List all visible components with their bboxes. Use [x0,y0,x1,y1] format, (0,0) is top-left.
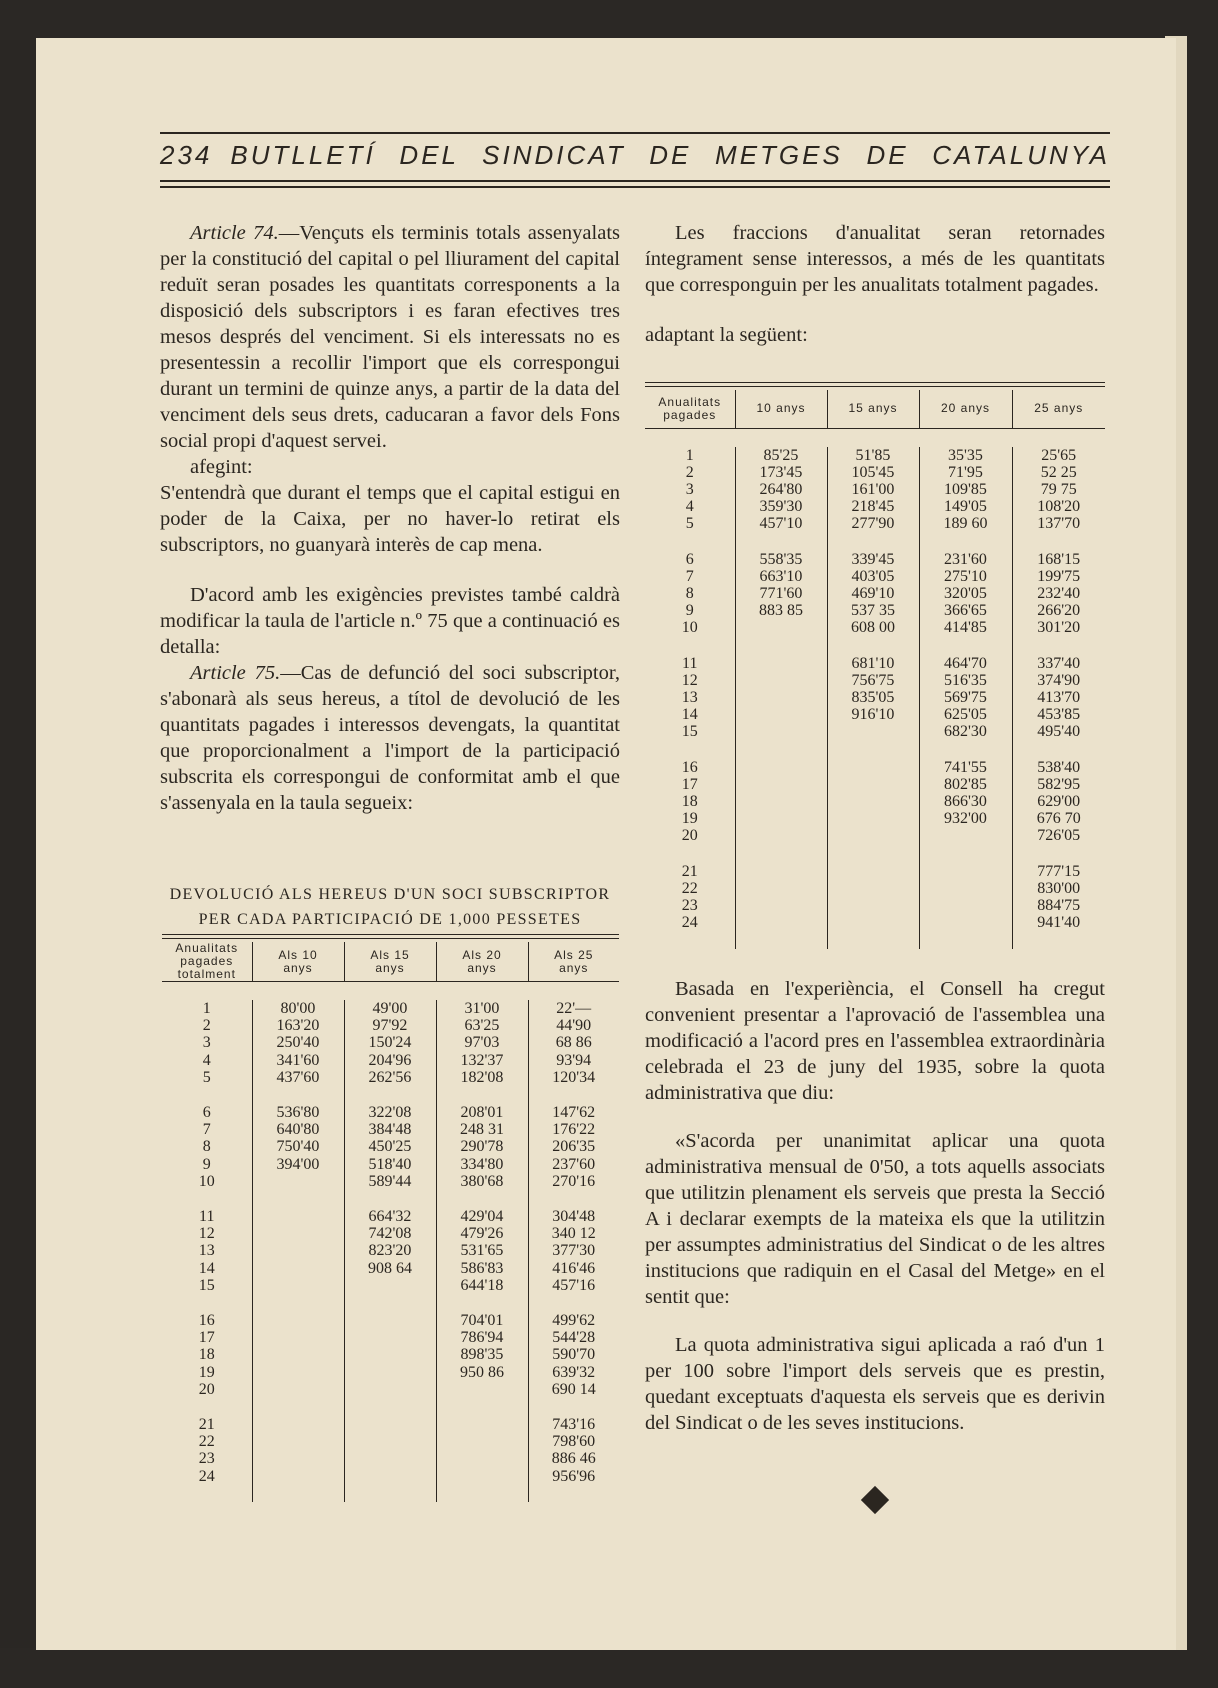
table1-caption-line1: DEVOLUCIÓ ALS HEREUS D'UN SOCI SUBSCRIPTOR [169,886,611,903]
table1-caption [160,882,620,932]
table-row [162,1312,619,1416]
value-cell: 80'00 163'20 250'40 341'60 437'60 [252,1000,344,1104]
caixa-paragraph: S'entendrà que durant el temps que el capital estigui en poder de la Caixa, per no haver-lo retirat els subscriptors, no guanyarà interès de cap mena. [160,482,620,556]
table-row [645,447,1105,551]
table-row [645,551,1105,655]
value-cell: 304'48 340 12 377'30 416'46 457'16 [528,1208,619,1312]
table2-header-10: 10 anys [735,390,827,428]
table2-header-15: 15 anys [827,390,919,428]
year-cell: 11 12 13 14 15 [198,1208,215,1294]
value-cell [252,1312,344,1416]
table2-header-rule [645,428,1105,447]
table1-rule-top-2 [162,938,619,939]
value-cell [735,655,827,759]
value-cell: 51'85 105'45 161'00 218'45 277'90 [827,447,919,551]
value-cell: 49'00 97'92 150'24 204'96 262'56 [344,1000,436,1104]
left-column [160,220,620,816]
value-cell: 777'15 830'00 884'75 941'40 [1012,863,1105,949]
value-cell: 429'04 479'26 531'65 586'83 644'18 [436,1208,528,1312]
value-cell: 704'01 786'94 898'35 950 86 [436,1312,528,1416]
right-column-top [645,220,1105,348]
year-cell: 16 17 18 19 20 [681,758,698,845]
table-row [645,759,1105,863]
value-cell: 536'80 640'80 750'40 394'00 [252,1104,344,1208]
value-cell [827,863,919,949]
table1-header-rule [162,982,619,1001]
value-cell: 743'16 798'60 886 46 956'96 [528,1416,619,1502]
value-cell: 499'62 544'28 590'70 639'32 690 14 [528,1312,619,1416]
value-cell [252,1208,344,1312]
journal-title: BUTLLETÍ DEL SINDICAT DE METGES DE CATALUNYA [230,140,1110,170]
table2-header-20: 20 anys [919,390,1012,428]
value-cell [735,759,827,863]
article-75 [160,660,620,816]
value-cell: 35'35 71'95 109'85 149'05 189 60 [919,447,1012,551]
table1-rule-top [162,934,619,935]
year-cell: 1 2 3 4 5 [685,446,694,533]
table1-header-25: Als 25 anys [528,942,619,982]
value-cell: 31'00 63'25 97'03 132'37 182'08 [436,1000,528,1104]
value-cell: 339'45 403'05 469'10 537 35 608 00 [827,551,919,655]
value-cell: 558'35 663'10 771'60 883 85 [735,551,827,655]
header-rule-top [160,132,1110,134]
value-cell: 168'15 199'75 232'40 266'20 301'20 [1012,551,1105,655]
value-cell: 464'70 516'35 569'75 625'05 682'30 [919,655,1012,759]
value-cell: 681'10 756'75 835'05 916'10 [827,655,919,759]
year-cell: 6 7 8 9 10 [681,550,698,637]
value-cell: 741'55 802'85 866'30 932'00 [919,759,1012,863]
article-74-text: —Vençuts els terminis totals assenyalats per la constitució del capital o pel lliurament del capital reduït seran posades les quantitats corresponents a la disposició dels subscriptors i es faran efectives tres mesos després del venciment. Si els interessats no es presentessin a recollir l'import que els correspongui durant un termini de quinze anys, a partir de la data del venciment dels seus drets, caducaran a favor dels Fons social propi d'aquest servei. [160,222,620,452]
table-row [162,1000,619,1104]
running-header [160,140,1110,171]
year-cell: 6 7 8 9 10 [198,1104,215,1190]
table1-header-20: Als 20 anys [436,942,528,982]
table2-rule-top [645,382,1105,383]
value-cell [344,1312,436,1416]
scan-background [0,0,1218,40]
value-cell: 322'08 384'48 450'25 518'40 589'44 [344,1104,436,1208]
acord-paragraph: D'acord amb les exigències previstes també caldrà modificar la taula de l'article n.º 75 que a continuació es detalla: [160,584,620,658]
table2-rule-top-2 [645,386,1105,387]
table1 [162,942,619,1502]
article-75-text: —Cas de defunció del soci subscriptor, s'abonarà als seus hereus, a títol de devolució de les quantitats pagades i interessos devengats, la quantitat que proporcionalment a l'import de la participació subscrita els correspongui de conformitat amb el que s'assenyala en la taula segueix: [160,662,620,814]
table-row [162,1208,619,1312]
basada-paragraph: Basada en l'experiència, el Consell ha cregut convenient presentar a l'aprovació de l'assemblea una modificació a l'acord pres en l'assemblea extraordinària celebrada el 23 de juny del 1935, sobre la quota administrativa que diu: [645,978,1105,1104]
table-row [645,863,1105,949]
page-number: 234 [160,140,213,170]
afegint: afegint: [190,456,253,478]
value-cell [344,1416,436,1502]
fraccions-paragraph: Les fraccions d'anualitat seran retornades íntegrament sense interessos, a més de les quantitats que corresponguin per les anualitats totalment pagades. [645,222,1105,296]
table1-header-15: Als 15 anys [344,942,436,982]
value-cell: 85'25 173'45 264'80 359'30 457'10 [735,447,827,551]
table-row [645,655,1105,759]
value-cell: 22'— 44'90 68 86 93'94 120'34 [528,1000,619,1104]
year-cell: 16 17 18 19 20 [198,1312,215,1398]
year-cell: 21 22 23 24 [681,862,698,932]
article-74-label: Article 74. [190,222,279,244]
table1-header-years: Anualitats pagades totalment [175,941,239,981]
table-row [162,1416,619,1502]
article-75-label: Article 75. [190,662,281,684]
article-74 [160,220,620,454]
table2-header-years: Anualitats pagades [658,394,722,422]
value-cell: 231'60 275'10 320'05 366'65 414'85 [919,551,1012,655]
table1-caption-line2: PER CADA PARTICIPACIÓ DE 1,000 PESSETES [198,911,582,928]
value-cell: 147'62 176'22 206'35 237'60 270'16 [528,1104,619,1208]
value-cell [436,1416,528,1502]
table2-header-25: 25 anys [1012,390,1105,428]
value-cell: 25'65 52 25 79 75 108'20 137'70 [1012,447,1105,551]
year-cell: 21 22 23 24 [198,1416,215,1485]
value-cell [919,863,1012,949]
table-row [162,1104,619,1208]
value-cell: 538'40 582'95 629'00 676 70 726'05 [1012,759,1105,863]
header-rule-bottom [160,180,1110,182]
table2 [645,390,1105,949]
value-cell: 208'01 248 31 290'78 334'80 380'68 [436,1104,528,1208]
value-cell [735,863,827,949]
acorda-paragraph: «S'acorda per unanimitat aplicar una quota administrativa mensual de 0'50, a tots aquells associats que utilitzin plenament els serveis que presta la Secció A i declarar exempts de la mateixa els que la utilitzin per assumptes administratius del Sindicat o de les altres institucions que radiquin en el Casal del Metge» en el sentit que: [645,1130,1105,1308]
year-cell: 1 2 3 4 5 [202,1000,211,1086]
value-cell: 664'32 742'08 823'20 908 64 [344,1208,436,1312]
value-cell: 337'40 374'90 413'70 453'85 495'40 [1012,655,1105,759]
adaptant-paragraph: adaptant la següent: [645,324,808,346]
value-cell [252,1416,344,1502]
table1-header-10: Als 10 anys [252,942,344,982]
header-rule-bottom-2 [160,186,1110,188]
quota-paragraph: La quota administrativa sigui aplicada a raó d'un 1 per 100 sobre l'import dels serveis que es prestin, quedant exceptuats d'aquesta els serveis que es derivin del Sindicat o de les seves institucions. [645,1334,1105,1434]
year-cell: 11 12 13 14 15 [681,654,698,741]
scan-background [0,1648,1218,1688]
right-column-bottom [645,976,1105,1436]
value-cell [827,759,919,863]
